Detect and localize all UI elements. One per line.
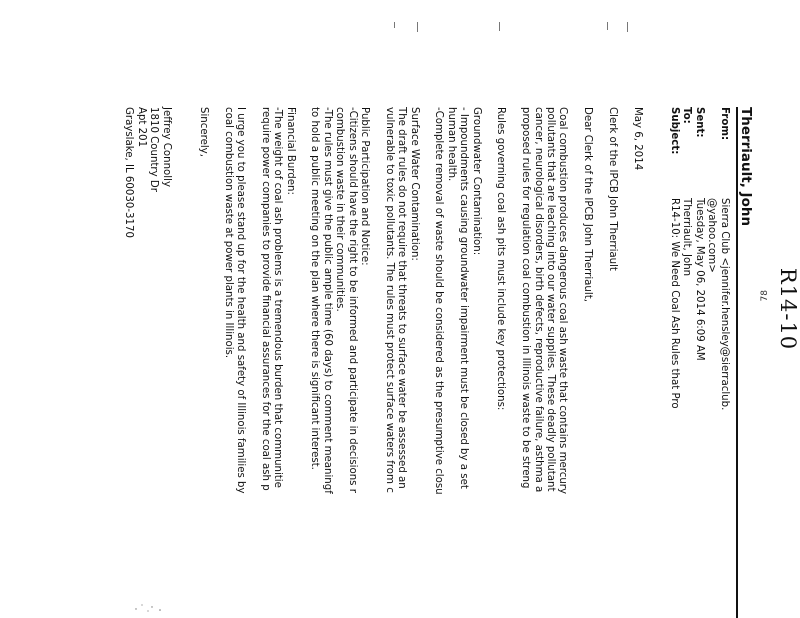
- public-participation-section: [308, 107, 370, 618]
- header-label: Sent:: [693, 107, 705, 138]
- header-label: Subject:: [668, 107, 680, 155]
- header-label: From:: [718, 107, 730, 141]
- paragraph-line: require power companies to provide financial assurances for the coal ash p: [259, 107, 271, 491]
- groundwater-section: [432, 107, 482, 618]
- paragraph-line: pollutants that are leaching into our water supplies. These deadly pollutant: [544, 107, 556, 492]
- section-heading: Surface Water Contamination:: [408, 107, 420, 261]
- paragraph-line: -The weight of coal ash problems is a tremendous burden that communitie: [272, 107, 284, 488]
- paragraph-line: -Complete removal of waste should be considered as the presumptive closu: [433, 107, 445, 495]
- email-printout: [122, 107, 752, 618]
- section-heading: Financial Burden:: [284, 107, 296, 195]
- sign-off: Sincerely,: [197, 107, 209, 157]
- header-row-to: [680, 107, 692, 618]
- signer-address-line: Apt 201: [135, 107, 147, 148]
- paragraph-line: to hold a public meeting on the plan where there is significant interest.: [309, 107, 321, 470]
- intro-paragraph: [519, 107, 569, 618]
- paragraph-line: -The rules must give the public ample time (60 days) to comment meaningf: [321, 107, 333, 494]
- section-heading: Public Participation and Notice:: [358, 107, 370, 266]
- page-number: 78: [760, 290, 770, 302]
- letter-date: May 6, 2014: [631, 107, 643, 171]
- header-row-sent: [692, 107, 704, 618]
- sender-name: Therriault, John: [736, 107, 752, 618]
- signer-name: Jeffrey Connolly: [160, 107, 172, 187]
- letter-salutation: Dear Clerk of the IPCB John Therriault,: [582, 107, 594, 302]
- email-headers: [668, 107, 730, 618]
- paragraph-line: proposed rules for regulation coal combustion in Illinois waste to be streng: [520, 107, 532, 489]
- header-value: Sierra Club <jennifer.hensley@sierraclub.: [718, 198, 730, 411]
- header-value: R14-10: We Need Coal Ash Rules that Pro: [668, 198, 680, 409]
- paragraph-line: -Citizens should have the right to be informed and participate in decisions r: [346, 107, 358, 493]
- paragraph-line: Coal combustion produces dangerous coal ash waste that contains mercury: [557, 107, 569, 494]
- paragraph-line: cancer, neurological disorders, birth defects, reproductive failure, asthma a: [532, 107, 544, 493]
- rules-line: Rules governing coal ash pits must include key protections:: [495, 107, 507, 411]
- signer-address-line: Grayslake, IL 60030-3170: [123, 107, 135, 238]
- letter-recipient: Clerk of the IPCB John Therriault: [606, 107, 618, 271]
- paragraph-line: vulnerable to toxic pollutants. The rules must protect surface waters from c: [383, 107, 395, 493]
- signature-block: [122, 107, 172, 618]
- financial-section: [258, 107, 295, 618]
- paragraph-line: - Impoundments causing groundwater impairment must be closed by a set: [458, 107, 470, 489]
- header-label: To:: [681, 107, 693, 124]
- signer-address-line: 1810 Country Dr: [148, 107, 160, 192]
- section-heading: Groundwater Contamination:: [470, 107, 482, 256]
- header-row-from: [705, 107, 730, 618]
- header-value: Therriault, John: [681, 198, 693, 277]
- paragraph-line: human health.: [445, 107, 457, 182]
- paragraph-line: combustion waste in their communities.: [334, 107, 346, 312]
- paragraph-line: coal combustion waste at power plants in Illinois.: [222, 107, 234, 359]
- header-value: @yahoo.com>: [706, 198, 718, 273]
- header-row-subject: [668, 107, 680, 618]
- paragraph-line: I urge you to please stand up for the health and safety of Illinois families by: [234, 107, 246, 494]
- surface-water-section: [382, 107, 419, 618]
- header-value: Tuesday, May 06, 2014 6:09 AM: [693, 198, 705, 361]
- paragraph-line: The draft rules do not require that threats to surface water be assessed an: [396, 107, 408, 489]
- closing-paragraph: [221, 107, 246, 618]
- docket-stamp: R14-10: [776, 267, 800, 351]
